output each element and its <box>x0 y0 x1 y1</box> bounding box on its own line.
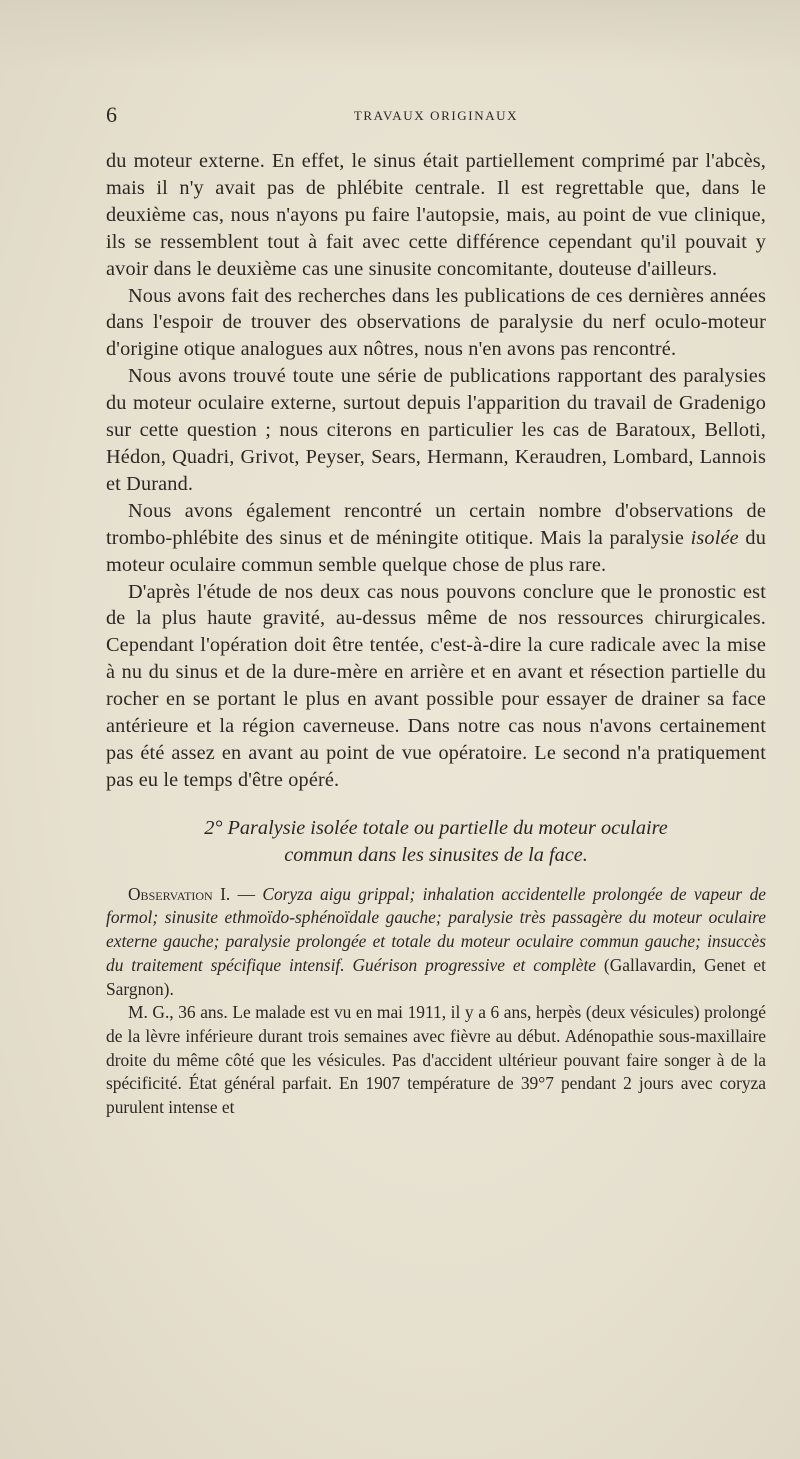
observation-heading <box>106 883 766 1002</box>
page-header <box>106 102 766 132</box>
paragraph-thrombophlebitis <box>106 498 766 579</box>
paragraph-text: du moteur oculaire commun semble quelque chose de plus rare. <box>106 526 766 576</box>
running-head: TRAVAUX ORIGINAUX <box>353 108 519 123</box>
observation-body: M. G., 36 ans. Le malade est vu en mai 1911, il y a 6 ans, herpès (deux vésicules) prolongé de la lèvre inférieure durant trois semaines avec fièvre au début. Adénopathie sous-maxillaire droite du même côté que les vésicules. Pas d'accident ultérieur pouvant faire songer à de la spécificité. État général parfait. En 1907 température de 39°7 pendant 2 jours avec coryza purulent intense et <box>106 1002 766 1118</box>
text-block <box>106 148 766 1120</box>
observation-label: Observation I. <box>128 883 231 904</box>
paragraph-continuation: du moteur externe. En effet, le sinus était partiellement comprimé par l'abcès, mais il n'y avait pas de phlébite centrale. Il est regrettable que, dans le deuxième cas, nous n'ayons pu faire l'autopsie, mais, au point de vue clinique, ils se ressemblent tout à fait avec cette différence cependant qu'il pouvait y avoir dans le deuxième cas une sinusite concomitante, douteuse d'ailleurs. <box>106 150 766 280</box>
paragraph-publications: Nous avons fait des recherches dans les publications de ces dernières années dans l'espoir de trouver des observations de paralysie du nerf oculo-moteur d'origine otique analogues aux nôtres, nous n'en avons pas rencontré. <box>106 284 766 361</box>
observation-dash: — <box>230 883 263 904</box>
observation-authors: (Gallavardin, Genet et Sargnon). <box>106 954 766 999</box>
section-heading-line: commun dans les sinusites de la face. <box>284 843 588 866</box>
observation-title: Coryza aigu grippal; inhalation accidentelle prolongée de vapeur de formol; sinusite ethmoïdo-sphénoïdale gauche; paralysie très passagère du moteur oculaire externe gauche; paralysie prolongée et totale du moteur oculaire commun gauche; insuccès du traitement spécifique intensif. Guérison progressive et complète <box>106 883 766 975</box>
paragraph-series: Nous avons trouvé toute une série de publications rapportant des paralysies du moteur oculaire externe, surtout depuis l'apparition du travail de Gradenigo sur cette question ; nous citerons en particulier les cas de Baratoux, Belloti, Hédon, Quadri, Grivot, Peyser, Sears, Hermann, Keraudren, Lombard, Lannois et Durand. <box>106 365 766 495</box>
paragraph-conclusion: D'après l'étude de nos deux cas nous pouvons conclure que le pronostic est de la plus haute gravité, au-dessus même de nos ressources chirurgicales. Cependant l'opération doit être tentée, c'est-à-dire la cure radicale avec la mise à nu du sinus et de la dure-mère en arrière et en avant et résection partielle du rocher en se portant le plus en avant possible pour essayer de drainer sa face antérieure et la région caverneuse. Dans notre cas nous n'avons certainement pas été assez en avant au point de vue opératoire. Le second n'a pratiquement pas eu le temps d'être opéré. <box>106 580 766 791</box>
section-heading <box>106 815 766 869</box>
italic-word: isolée <box>690 526 739 549</box>
paragraph-text: Nous avons également rencontré un certain nombre d'observations de trombo-phlébite des sinus et de méningite otitique. Mais la paralysie <box>106 499 766 549</box>
section-heading-line: 2° Paralysie isolée totale ou partielle du moteur oculaire <box>204 816 668 839</box>
page-number: 6 <box>106 102 117 127</box>
page-top-shadow <box>0 0 800 70</box>
